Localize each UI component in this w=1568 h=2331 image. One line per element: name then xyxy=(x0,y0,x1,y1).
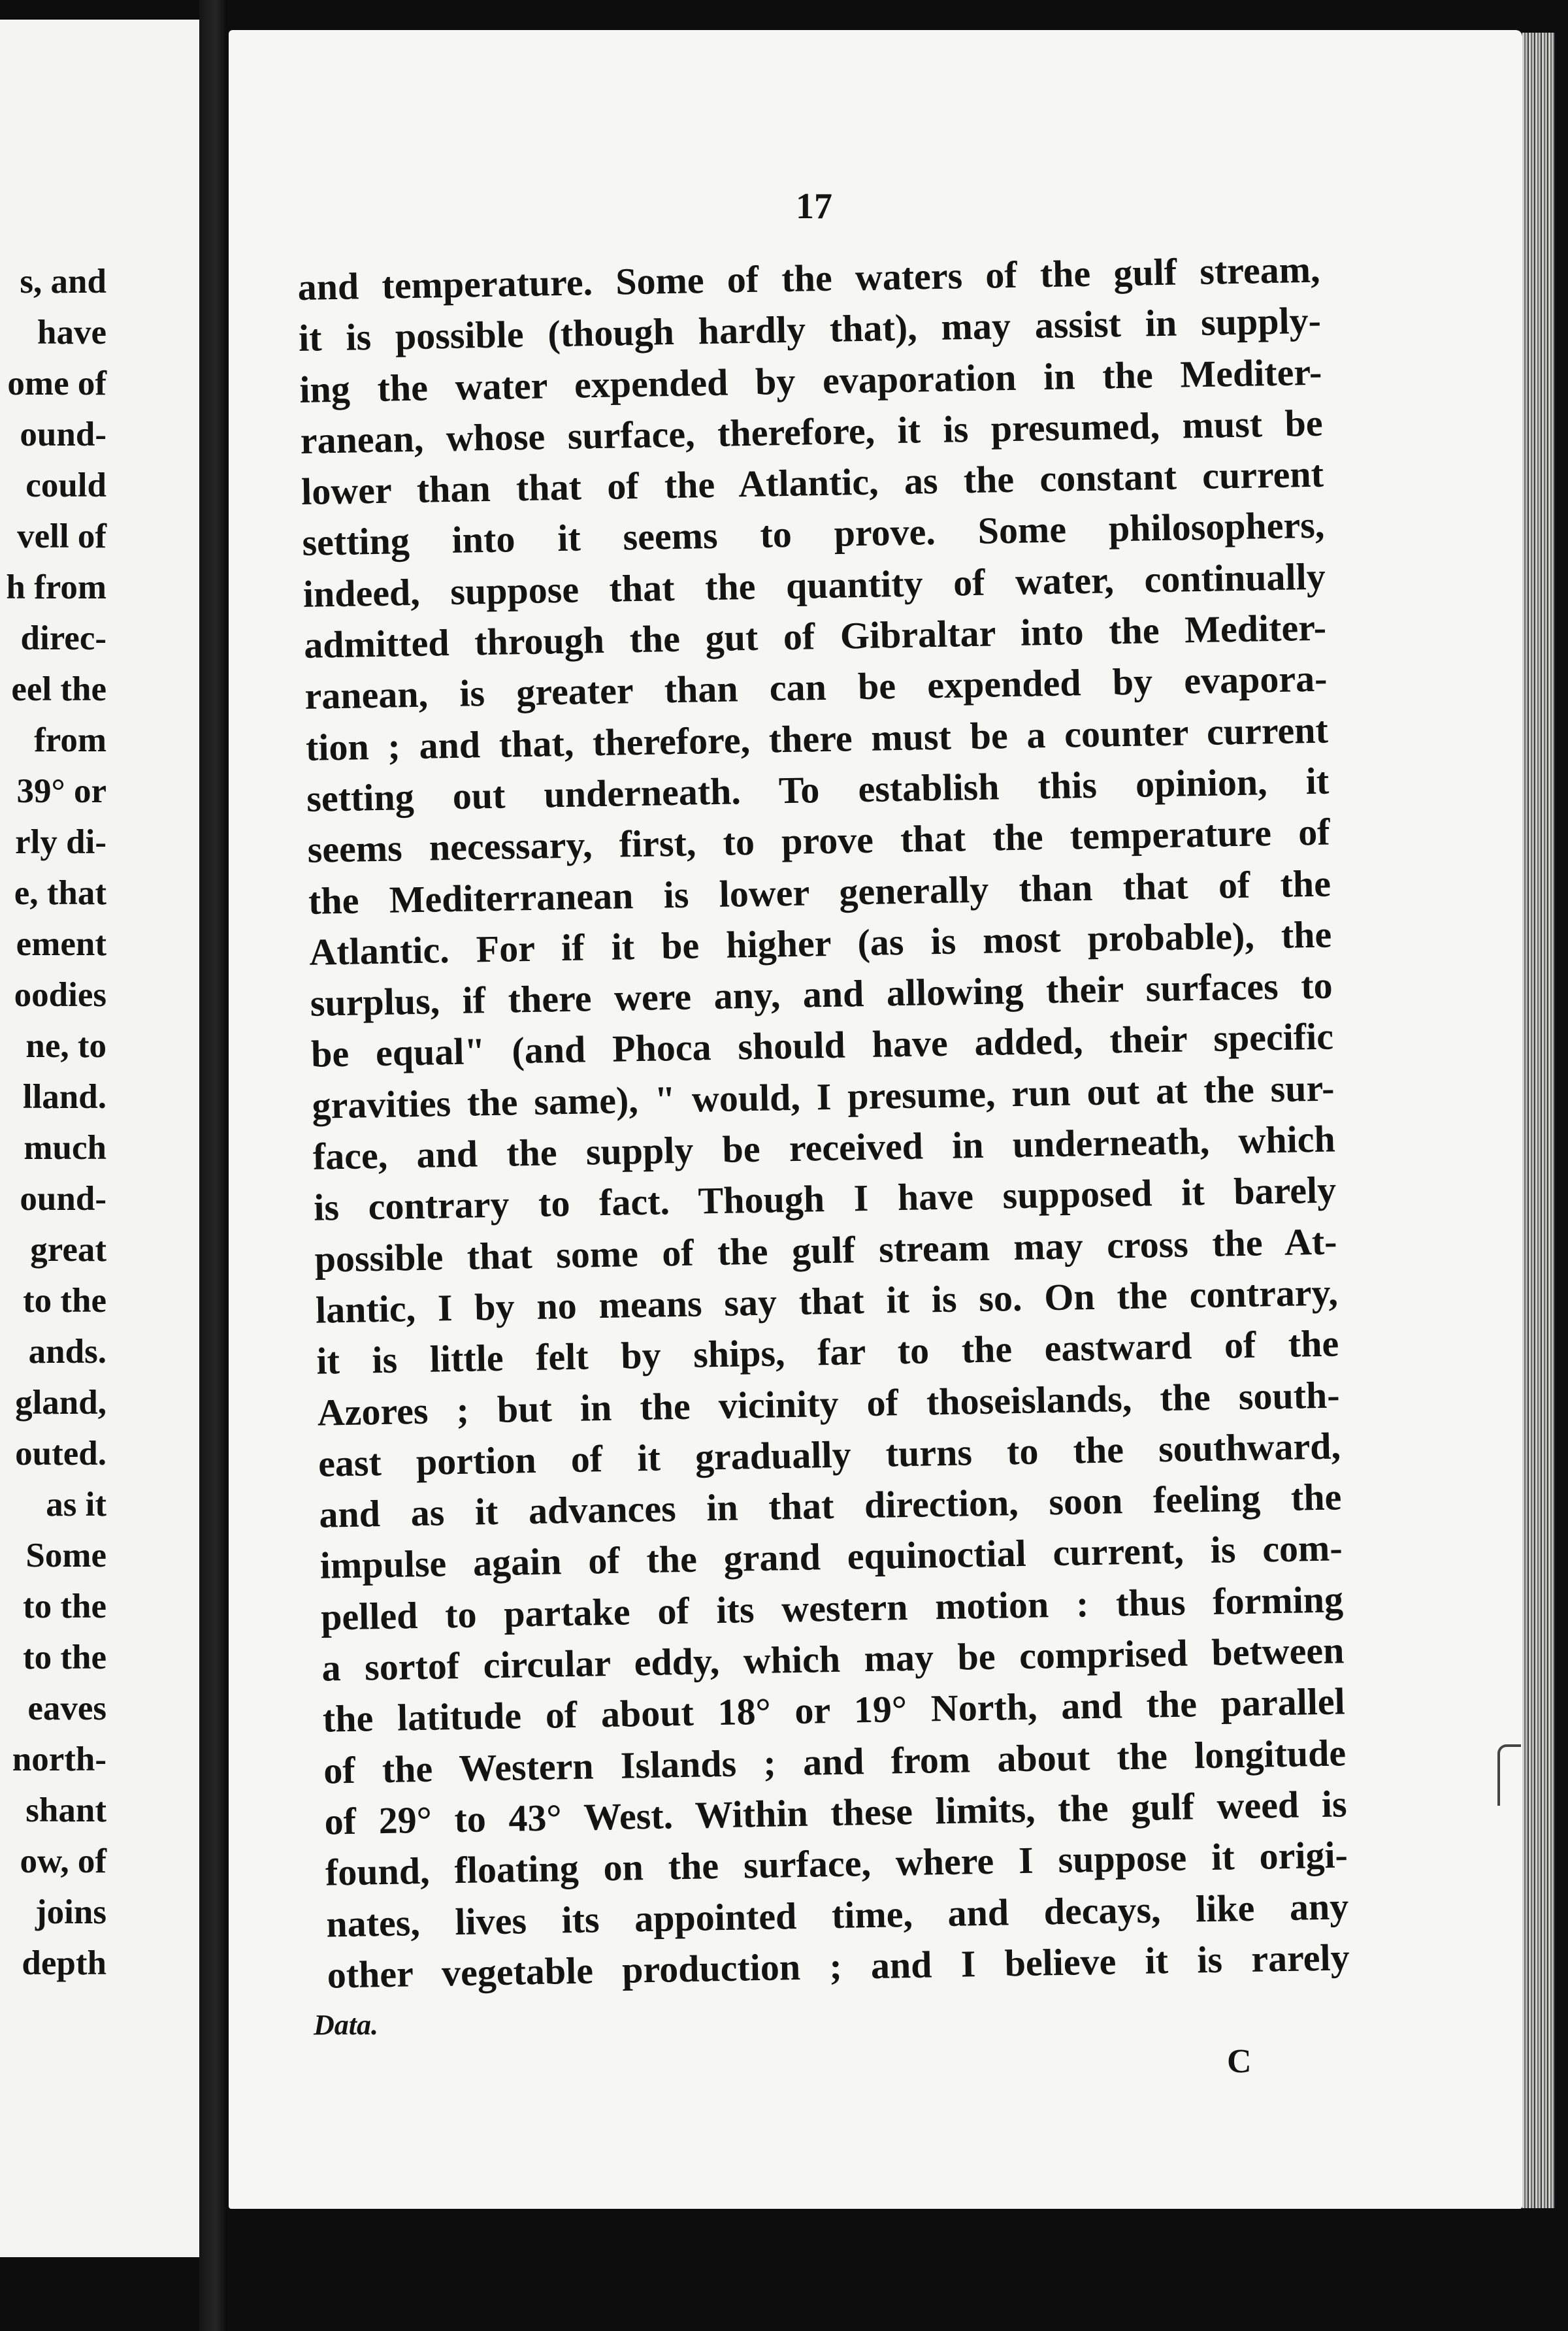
left-page-line: have xyxy=(37,314,106,351)
text-line: a sortof circular eddy, which may be comprised between xyxy=(321,1629,1345,1689)
left-page-line: gland, xyxy=(15,1384,106,1422)
text-line: and as it advances in that direction, soon feeling the xyxy=(318,1475,1342,1536)
text-line: nates, lives its appointed time, and decays, like any xyxy=(325,1884,1349,1946)
page-edges xyxy=(1522,33,1555,2208)
left-page-line: north- xyxy=(12,1740,106,1778)
left-page-line: eel the xyxy=(11,670,106,708)
left-page-line: ound- xyxy=(20,416,106,453)
left-page-line: lland. xyxy=(22,1078,106,1116)
signature-mark: C xyxy=(1227,2043,1252,2080)
left-page-line: much xyxy=(24,1129,106,1167)
catchword: Data. xyxy=(314,2009,378,2041)
left-page-line: e, that xyxy=(14,874,106,912)
text-line: setting into it seems to prove. Some philosophers, xyxy=(301,504,1325,564)
text-line: surplus, if there were any, and allowing their surfaces to xyxy=(310,964,1333,1024)
left-page-line: depth xyxy=(22,1944,106,1982)
left-page-line: great xyxy=(30,1231,106,1269)
text-line: it is little felt by ships, far to the eastward of the xyxy=(316,1322,1339,1382)
text-line: pelled to partake of its western motion : thus forming xyxy=(320,1578,1344,1638)
text-line: Azores ; but in the vicinity of thoseislands, the south- xyxy=(317,1373,1341,1434)
text-line: seems necessary, first, to prove that the temperature of xyxy=(307,810,1331,872)
text-line: ranean, is greater than can be expended by evapora- xyxy=(304,657,1328,718)
text-line: gravities the same), " would, I presume, run out at the sur- xyxy=(311,1066,1335,1127)
text-line: possible that some of the gulf stream may cross the At- xyxy=(314,1220,1337,1280)
left-page-text xyxy=(0,256,106,1989)
left-page-line: could xyxy=(25,466,106,504)
text-line: of the Western Islands ; and from about the longitude xyxy=(323,1731,1347,1792)
text-line: setting out underneath. To establish this opinion, it xyxy=(306,759,1330,820)
page-number: 17 xyxy=(796,186,832,227)
text-line: the Mediterranean is lower generally than that of the xyxy=(308,862,1331,922)
left-page-line: as it xyxy=(46,1486,106,1524)
right-page xyxy=(229,30,1522,2209)
left-page-line: direc- xyxy=(20,619,106,657)
left-page-line: rly di- xyxy=(15,823,106,861)
text-line: lower than that of the Atlantic, as the constant current xyxy=(301,452,1324,513)
text-line: and temperature. Some of the waters of the gulf stream, xyxy=(297,248,1321,308)
text-line: be equal" (and Phoca should have added, their specific xyxy=(310,1015,1334,1076)
left-page xyxy=(0,20,199,2257)
text-line: admitted through the gut of Gibraltar into the Mediter- xyxy=(303,606,1327,666)
book-gutter xyxy=(199,0,227,2331)
left-page-line: ement xyxy=(16,925,106,963)
text-line: east portion of it gradually turns to the southward, xyxy=(318,1424,1341,1485)
left-page-line: to the xyxy=(22,1588,106,1625)
left-page-line: eaves xyxy=(27,1689,106,1727)
text-line: found, floating on the surface, where I suppose it origi- xyxy=(325,1833,1348,1894)
left-page-line: shant xyxy=(25,1791,106,1829)
body-text xyxy=(297,244,1350,2001)
left-page-line: ands. xyxy=(28,1333,106,1371)
left-page-line: h from xyxy=(6,568,106,606)
left-page-line: outed. xyxy=(15,1435,106,1473)
text-line: ing the water expended by evaporation in the Mediter- xyxy=(299,350,1322,411)
left-page-line: from xyxy=(34,721,106,759)
left-page-line: 39° or xyxy=(16,772,106,810)
text-line: face, and the supply be received in underneath, which xyxy=(312,1117,1336,1178)
left-page-line: Some xyxy=(25,1537,106,1574)
left-page-line: vell of xyxy=(17,517,106,555)
text-line: lantic, I by no means say that it is so. On the contrary, xyxy=(315,1271,1339,1331)
text-line: the latitude of about 18° or 19° North, and the parallel xyxy=(322,1680,1346,1740)
margin-mark xyxy=(1497,1744,1521,1806)
left-page-line: ound- xyxy=(20,1180,106,1218)
text-line: it is possible (though hardly that), may assist in supply- xyxy=(298,299,1322,360)
left-page-line: oodies xyxy=(14,976,106,1014)
left-page-line: ow, of xyxy=(20,1842,106,1880)
left-page-line: to the xyxy=(22,1282,106,1320)
text-line: Atlantic. For if it be higher (as is most probable), the xyxy=(308,913,1332,973)
text-line: ranean, whose surface, therefore, it is presumed, must be xyxy=(300,401,1324,462)
text-line: impulse again of the grand equinoctial current, is com- xyxy=(319,1526,1343,1588)
text-line: of 29° to 43° West. Within these limits, the gulf weed is xyxy=(324,1782,1347,1843)
left-page-line: s, and xyxy=(20,263,106,301)
text-line: is contrary to fact. Though I have supposed it barely xyxy=(313,1168,1337,1230)
left-page-line: ome of xyxy=(7,365,106,402)
text-line: tion ; and that, therefore, there must be a counter current xyxy=(305,708,1329,769)
text-line: indeed, suppose that the quantity of water, continually xyxy=(302,555,1326,615)
left-page-line: joins xyxy=(35,1893,106,1931)
left-page-line: to the xyxy=(22,1638,106,1676)
left-page-line: ne, to xyxy=(25,1027,106,1065)
text-line: other vegetable production ; and I believe it is rarely xyxy=(327,1936,1350,1997)
